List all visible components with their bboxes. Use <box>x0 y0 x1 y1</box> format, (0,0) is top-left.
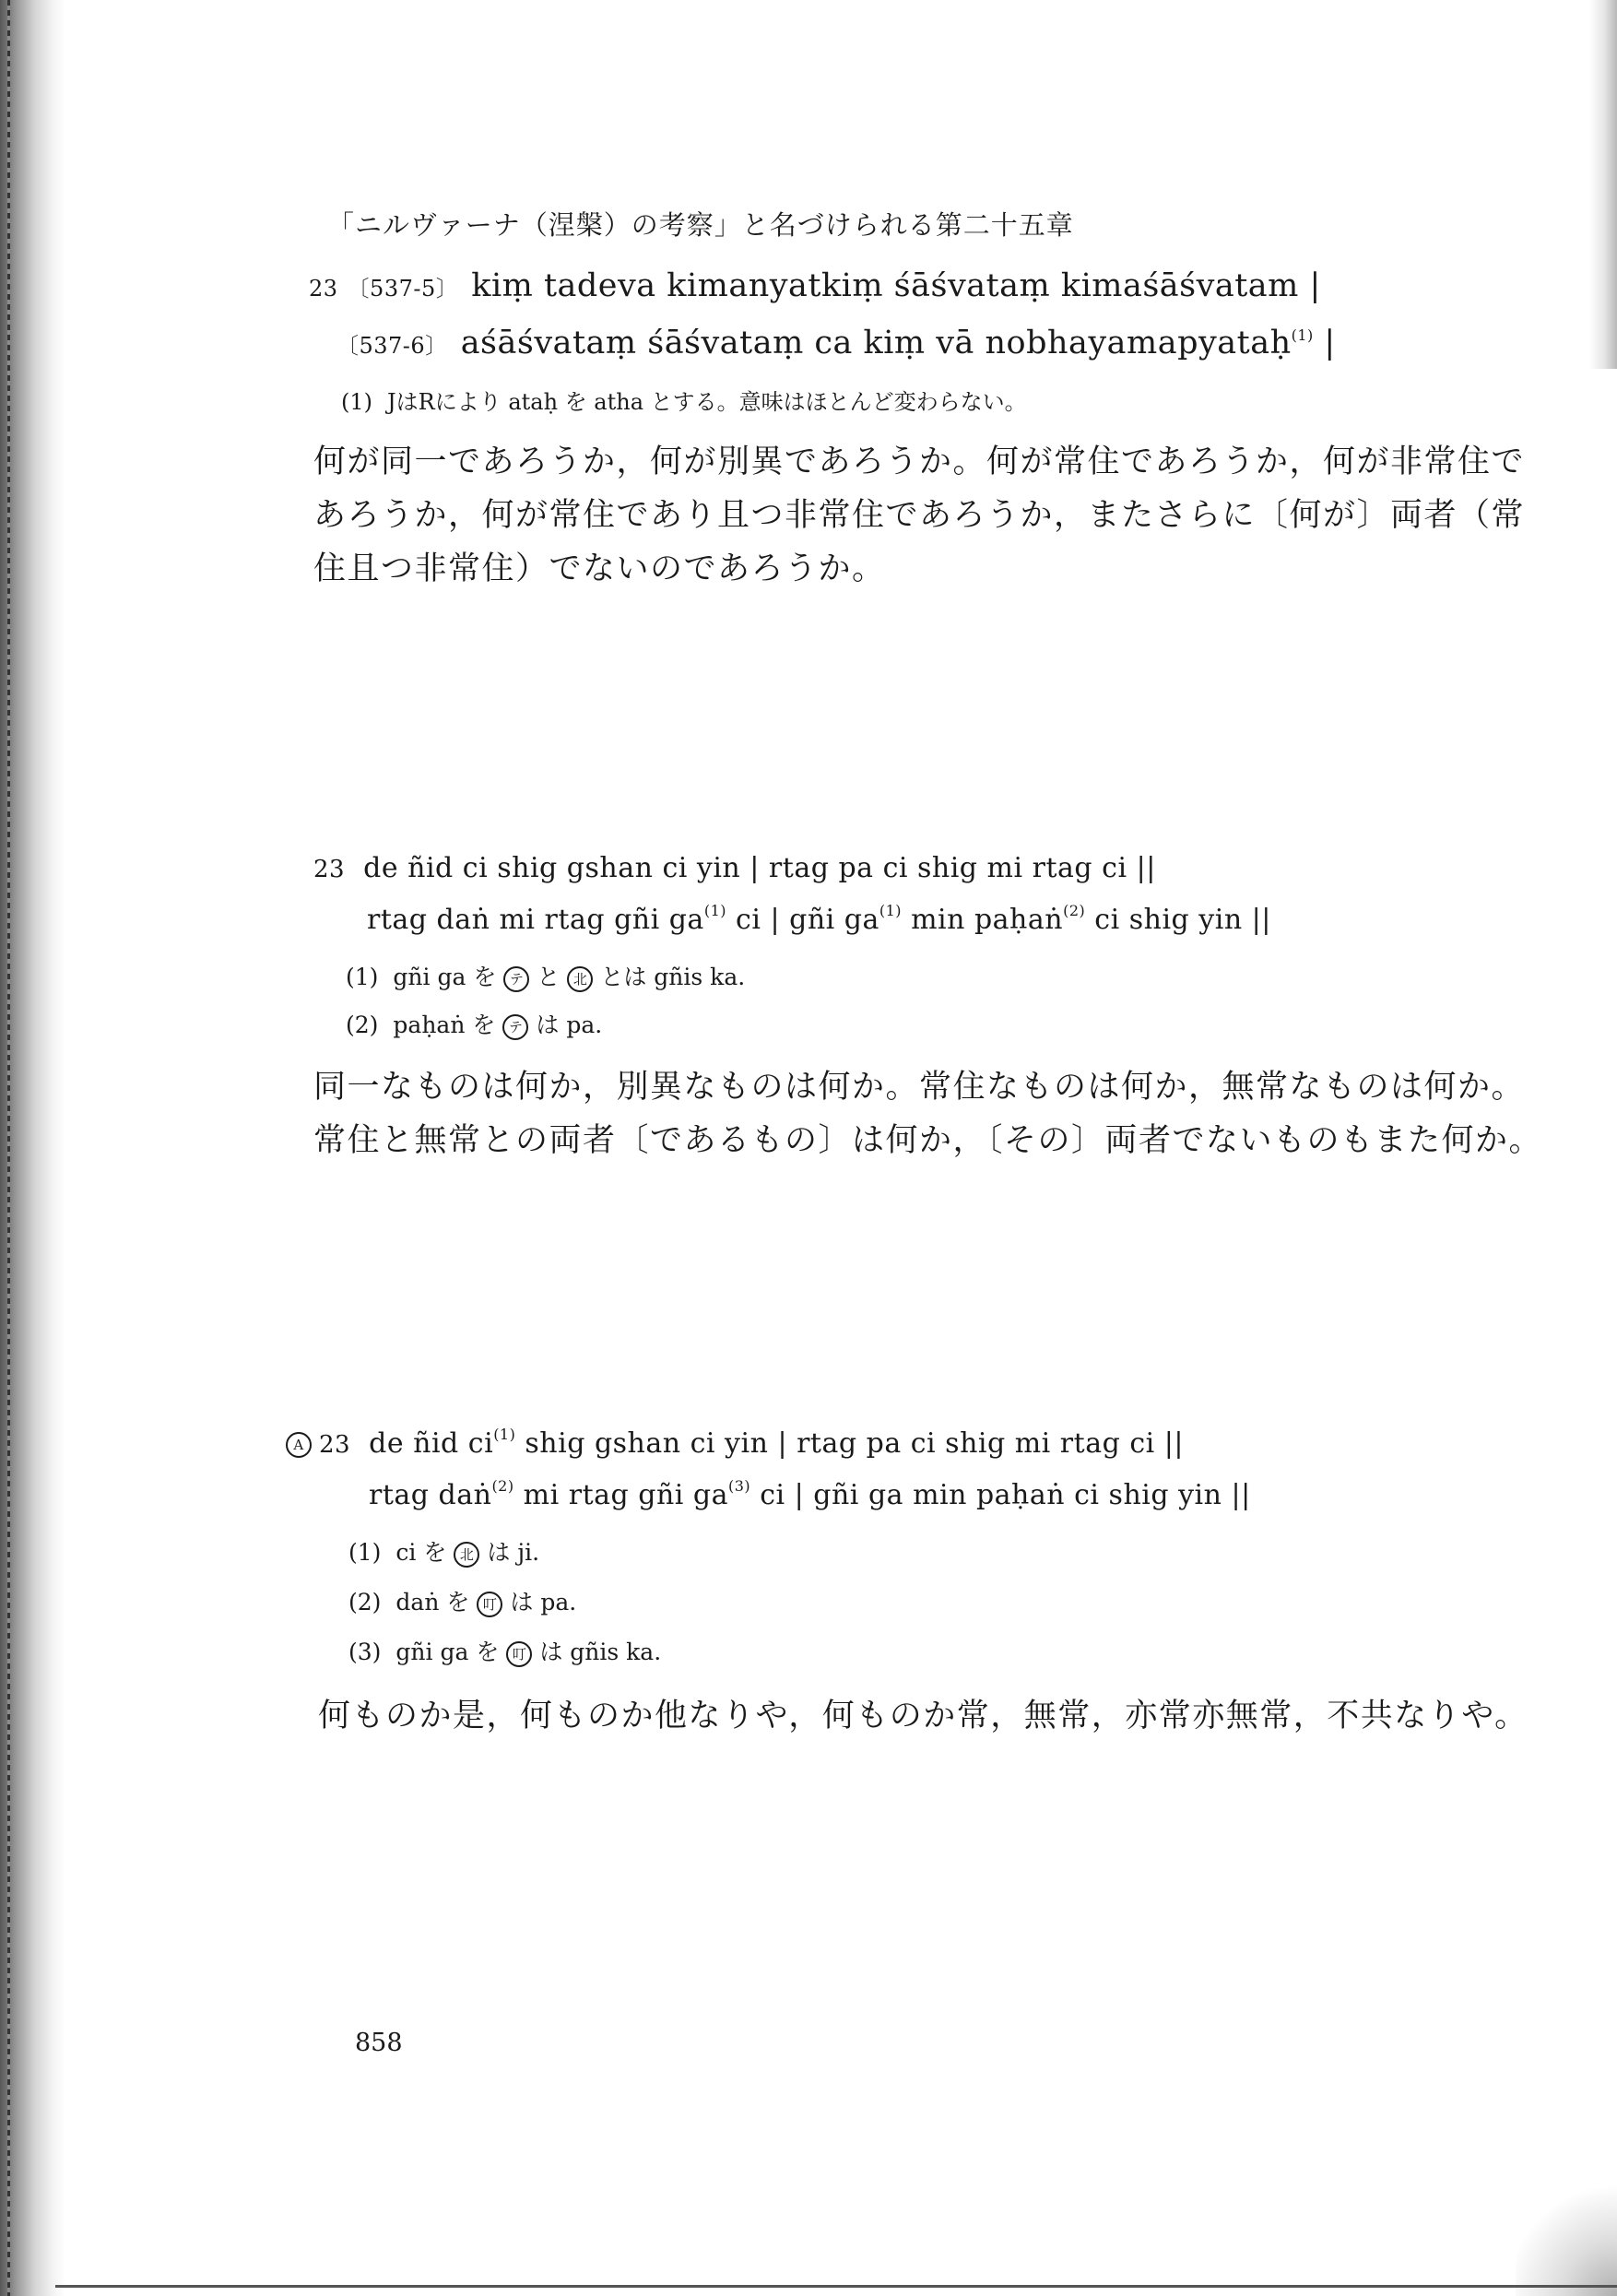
tibetan2-footnote-1 <box>348 1534 539 1568</box>
footnote-number: (2) <box>346 1012 379 1038</box>
tibetan2-line-2 <box>369 1479 1251 1511</box>
sanskrit-text: kiṃ tadeva kimanyatkiṃ śāśvataṃ kimaśāśvatam | <box>471 267 1321 304</box>
tibetan-translation-2: 何ものか是，何ものか他なりや，何ものか常，無常，亦常亦無常，不共なりや。 <box>318 1698 1528 1734</box>
footnote-text: は ji. <box>487 1539 540 1566</box>
sanskrit-translation: 何が同一であろうか，何が別異であろうか。何が常住であろうか，何が非常住であろうか，何が常住であり且つ非常住であろうか，またさらに〔何が〕両者（常住且つ非常住）でないのであろうか。 <box>313 444 1526 587</box>
footnote-number: (1) <box>341 389 372 415</box>
tibetan-line-2 <box>367 904 1271 936</box>
tibetan2-footnote-2 <box>348 1584 576 1617</box>
sanskrit-line-1 <box>309 267 1321 304</box>
footnote-marker: (2) <box>1063 902 1086 919</box>
tibetan-footnote-1 <box>346 959 745 992</box>
tibetan-text: ci | gñi ga min paḥaṅ ci shig yin || <box>750 1479 1251 1511</box>
edition-marker: A <box>286 1432 312 1458</box>
page-number: 858 <box>355 2029 403 2057</box>
tibetan2-line-1 <box>286 1427 1184 1460</box>
tibetan-translation-1: 同一なものは何か，別異なものは何か。常住なものは何か，無常なものは何か。常住と無常との両者〔であるもの〕は何か，〔その〕両者でないものもまた何か。 <box>313 1069 1543 1159</box>
footnote-number: (1) <box>348 1539 382 1566</box>
chapter-title: 「ニルヴァーナ（涅槃）の考察」と名づけられる第二十五章 <box>327 209 1074 241</box>
footnote-text: JはRにより ataḥ を atha とする。意味はほとんど変わらない。 <box>387 389 1027 415</box>
footnote-marker: (1) <box>879 902 903 919</box>
sanskrit-text-end: | <box>1313 325 1336 361</box>
line-reference: 〔537-6〕 <box>336 333 448 359</box>
footnote-text: paḥaṅ を <box>393 1012 496 1038</box>
edition-sigla: テ <box>503 966 529 992</box>
tibetan-line-1 <box>313 852 1156 884</box>
tibetan-footnote-2 <box>346 1007 602 1040</box>
edition-sigla: 北 <box>454 1542 479 1568</box>
edition-sigla: 北 <box>567 966 593 992</box>
footnote-text: は gñis ka. <box>539 1639 662 1665</box>
edition-sigla: 叮 <box>506 1641 532 1667</box>
footnote-marker: (3) <box>728 1477 751 1495</box>
verse-number: 23 <box>319 1431 351 1459</box>
tibetan-text: ci shig yin || <box>1085 904 1271 936</box>
edition-sigla: テ <box>502 1014 528 1040</box>
verse-number: 23 <box>309 276 338 302</box>
tibetan-text: mi rtag gñi ga <box>513 1479 728 1511</box>
tibetan2-footnote-3 <box>348 1634 661 1667</box>
tibetan-text: rtag daṅ mi rtag gñi ga <box>367 904 704 936</box>
sanskrit-footnote-1 <box>341 384 1027 416</box>
sanskrit-line-2 <box>336 325 1336 361</box>
footnote-text: は pa. <box>510 1589 577 1615</box>
tibetan-text: de ñid ci <box>369 1427 494 1460</box>
verse-number: 23 <box>313 856 346 883</box>
footnote-text: とは gñis ka. <box>600 964 746 990</box>
tibetan-text: de ñid ci shig gshan ci yin | rtag pa ci shig mi rtag ci || <box>363 852 1156 884</box>
footnote-number: (3) <box>348 1639 382 1665</box>
footnote-text: と <box>537 964 561 990</box>
footnote-marker: (1) <box>493 1426 516 1443</box>
footnote-marker: (1) <box>703 902 726 919</box>
footnote-text: gñi ga を <box>395 1639 500 1665</box>
footnote-number: (2) <box>348 1589 382 1615</box>
footnote-text: は pa. <box>536 1012 603 1038</box>
footnote-text: ci を <box>395 1539 447 1566</box>
footnote-number: (1) <box>346 964 379 990</box>
tibetan-text: min paḥaṅ <box>902 904 1064 936</box>
tibetan-text: shig gshan ci yin | rtag pa ci shig mi rtag ci || <box>515 1427 1184 1460</box>
line-reference: 〔537-5〕 <box>347 276 459 302</box>
footnote-marker: (1) <box>1291 326 1314 344</box>
footnote-text: gñi ga を <box>393 964 497 990</box>
tibetan-text: rtag daṅ <box>369 1479 492 1511</box>
sanskrit-text: aśāśvataṃ śāśvataṃ ca kiṃ vā nobhayamapyataḥ <box>460 325 1292 361</box>
edition-sigla: 叮 <box>477 1592 502 1617</box>
footnote-marker: (2) <box>491 1477 514 1495</box>
tibetan-text: ci | gñi ga <box>726 904 879 936</box>
footnote-text: daṅ を <box>395 1589 470 1615</box>
